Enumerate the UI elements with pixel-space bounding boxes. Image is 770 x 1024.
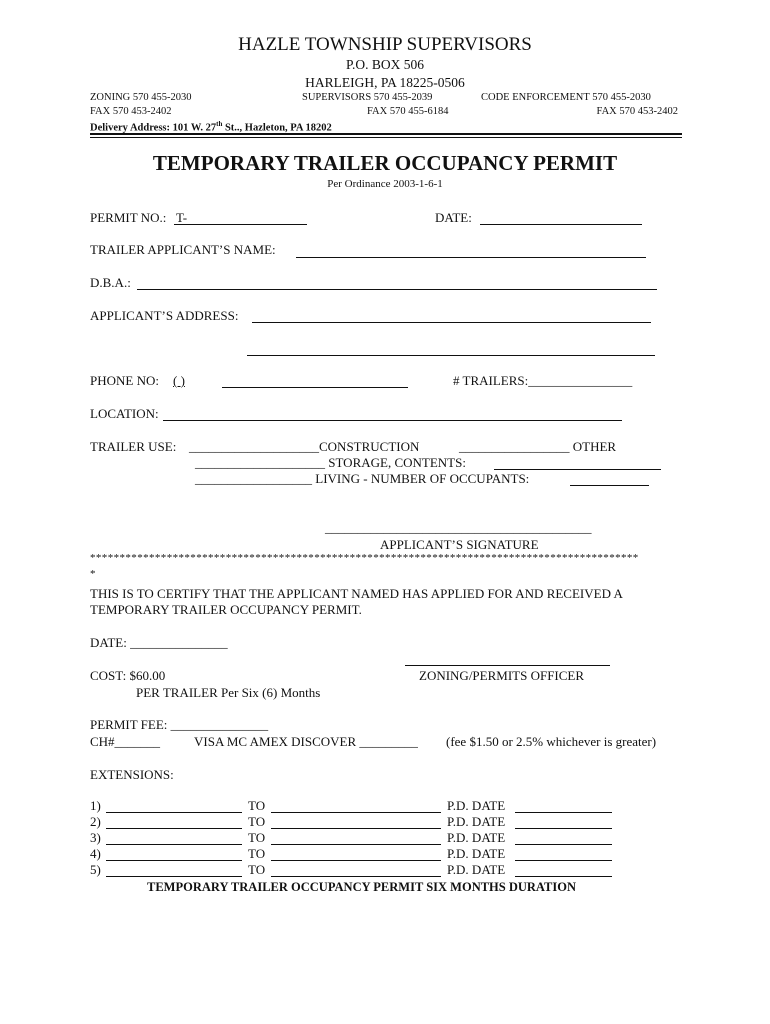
extension-from-field[interactable] [106,844,242,845]
permit-prefix: T- [176,210,188,225]
extension-pd-date-field[interactable] [515,844,612,845]
officer-signature-field[interactable] [405,665,610,666]
extension-to-label: TO [248,846,266,861]
extension-to-field[interactable] [271,876,441,877]
fee-note: (fee $1.50 or 2.5% whichever is greater) [446,734,657,749]
phone-area-code: ( ) [173,373,185,388]
extension-to-field[interactable] [271,812,441,813]
fax-left: FAX 570 453-2402 [90,106,172,117]
ordinance: Per Ordinance 2003-1-6-1 [327,178,443,190]
city-line: HARLEIGH, PA 18225-0506 [305,75,465,90]
extension-number: 4) [90,846,101,861]
extension-from-field[interactable] [106,812,242,813]
extension-pd-date-label: P.D. DATE [447,830,506,845]
date-field[interactable] [480,224,642,225]
delivery-address [90,120,332,134]
dba-label: D.B.A.: [90,275,131,290]
extension-number: 1) [90,798,101,813]
cost: COST: $60.00 [90,668,166,683]
extension-pd-date-field[interactable] [515,876,612,877]
header-rule-thin [90,137,682,138]
permit-no-field[interactable] [174,224,307,225]
delivery-address-post: St.., Hazleton, PA 18202 [222,122,332,134]
use-storage[interactable]: ____________________ STORAGE, CONTENTS: [195,455,466,470]
permit-no-label: PERMIT NO.: [90,210,167,225]
extension-to-label: TO [248,830,266,845]
fax-middle: FAX 570 455-6184 [367,106,449,117]
use-construction[interactable]: ____________________CONSTRUCTION [189,439,420,454]
address-field-1[interactable] [252,322,651,323]
separator-star-tail: * [90,568,96,580]
extension-to-field[interactable] [271,860,441,861]
extension-pd-date-label: P.D. DATE [447,862,506,877]
header-rule-thick [90,133,682,135]
extension-to-label: TO [248,798,266,813]
extension-pd-date-label: P.D. DATE [447,814,506,829]
check-number[interactable]: CH#_______ [90,734,161,749]
footer-note: TEMPORARY TRAILER OCCUPANCY PERMIT SIX MONTHS DURATION [147,880,576,894]
supervisors-phone: SUPERVISORS 570 455-2039 [302,92,433,103]
zoning-phone: ZONING 570 455-2030 [90,92,192,103]
phone-label: PHONE NO: [90,373,159,388]
per-trailer: PER TRAILER Per Six (6) Months [136,685,321,700]
page-title: TEMPORARY TRAILER OCCUPANCY PERMIT [152,151,618,175]
extension-number: 5) [90,862,101,877]
extension-pd-date-label: P.D. DATE [447,846,506,861]
phone-field[interactable] [222,387,408,388]
permit-fee[interactable]: PERMIT FEE: _______________ [90,717,269,732]
extension-pd-date-field[interactable] [515,812,612,813]
signature-label: APPLICANT’S SIGNATURE [380,537,539,552]
storage-contents-field[interactable] [494,469,661,470]
extension-from-field[interactable] [106,876,242,877]
address-label: APPLICANT’S ADDRESS: [90,308,239,323]
org-name: HAZLE TOWNSHIP SUPERVISORS [238,34,532,55]
officer-label: ZONING/PERMITS OFFICER [419,668,585,683]
code-enforcement-phone: CODE ENFORCEMENT 570 455-2030 [481,92,651,103]
extension-from-field[interactable] [106,860,242,861]
extension-to-field[interactable] [271,844,441,845]
extension-to-label: TO [248,862,266,877]
extension-from-field[interactable] [106,828,242,829]
extension-to-field[interactable] [271,828,441,829]
card-types[interactable]: VISA MC AMEX DISCOVER _________ [194,734,418,749]
use-living[interactable]: __________________ LIVING - NUMBER OF OCCUPANTS: [195,471,530,486]
certify-line-1: THIS IS TO CERTIFY THAT THE APPLICANT NAMED HAS APPLIED FOR AND RECEIVED A [90,586,623,601]
signature-line[interactable]: _________________________________________ [325,520,592,535]
occupants-field[interactable] [570,485,649,486]
delivery-address-sup: th [216,120,223,128]
address-field-2[interactable] [247,355,655,356]
extension-number: 3) [90,830,101,845]
fax-right: FAX 570 453-2402 [596,106,678,117]
extension-pd-date-field[interactable] [515,828,612,829]
certify-date[interactable]: DATE: _______________ [90,635,228,650]
extension-number: 2) [90,814,101,829]
extension-to-label: TO [248,814,266,829]
dba-field[interactable] [137,289,657,290]
extension-pd-date-field[interactable] [515,860,612,861]
trailers-label: # TRAILERS:________________ [453,373,633,388]
extension-pd-date-label: P.D. DATE [447,798,506,813]
extensions-label: EXTENSIONS: [90,767,174,782]
po-box: P.O. BOX 506 [345,57,424,72]
delivery-address-pre: Delivery Address: 101 W. 27 [90,122,217,134]
applicant-name-label: TRAILER APPLICANT’S NAME: [90,242,276,257]
certify-line-2: TEMPORARY TRAILER OCCUPANCY PERMIT. [90,602,362,617]
location-label: LOCATION: [90,406,159,421]
separator-stars: ********************************************************************************************* [90,552,639,564]
date-label: DATE: [435,210,472,225]
trailer-use-label: TRAILER USE: [90,439,177,454]
location-field[interactable] [163,420,622,421]
use-other[interactable]: _________________ OTHER [459,439,617,454]
applicant-name-field[interactable] [296,257,646,258]
